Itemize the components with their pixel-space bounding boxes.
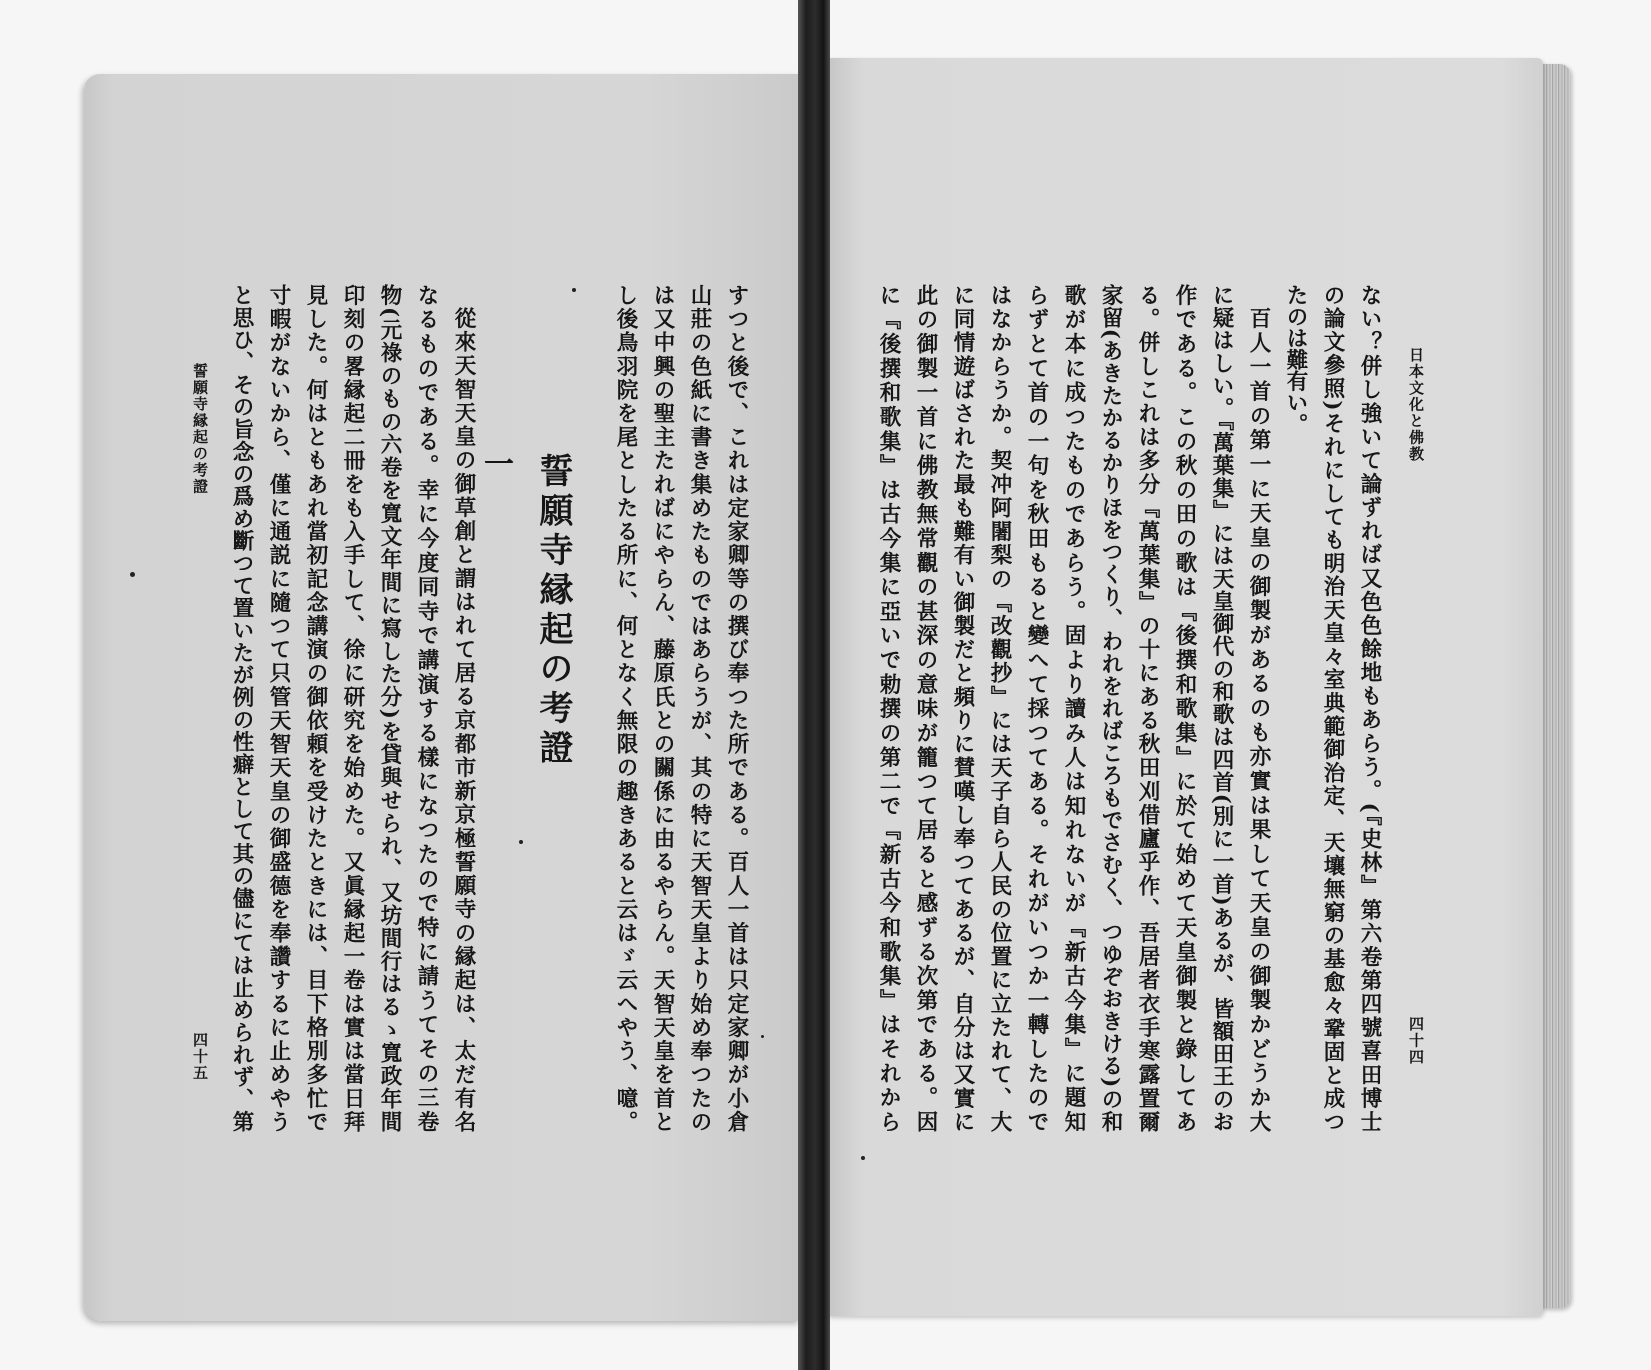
- text-line: 作である。この秋の田の歌は『後撰和歌集』に於て始めて天皇御製と錄してあ: [1172, 284, 1197, 1132]
- text-line: たのは難有い。: [1283, 284, 1308, 435]
- text-line: なるものである。幸に今度同寺で講演する樣になつたので特に請うてその三卷: [414, 284, 439, 1132]
- text-line: に同情遊ばされた最も難有い御製だと頻りに賛嘆し奉つてあるが、自分は又實に: [950, 284, 975, 1132]
- text-line: はなからうか。契冲阿闍梨の『改觀抄』には天子自ら人民の位置に立たれて、大: [987, 284, 1012, 1132]
- section-number: 一: [478, 448, 513, 478]
- text-line: 家留(あきたかるかりほをつくり、われをればころもでさむく、つゆぞおきける)の和: [1098, 284, 1123, 1132]
- text-line: すつと後で、これは定家卿等の撰び奉つた所である。百人一首は只定家卿が小倉: [724, 284, 749, 1132]
- text-line: 從來天智天皇の御草創と謂はれて居る京都市新京極誓願寺の縁起は、太だ有名: [451, 307, 476, 1132]
- scan-speck: [572, 288, 576, 292]
- page-edges: [1540, 64, 1570, 1308]
- left-running-head: 誓願寺縁起の考證: [191, 363, 209, 495]
- right-page-body: [870, 284, 1388, 1132]
- text-line: る。併しこれは多分『萬葉集』の十にある秋田刈借廬乎作、吾居者衣手寒露置爾: [1135, 284, 1160, 1132]
- text-line: らずとて首の一句を秋田もると變へて採つてある。それがいつか一轉したので: [1024, 284, 1049, 1132]
- scan-speck: [519, 840, 523, 844]
- section-title: 誓願寺縁起の考證: [533, 453, 573, 769]
- scan-speck: [861, 1156, 865, 1160]
- left-page-section-body: [223, 284, 482, 1132]
- text-line: 山莊の色紙に書き集めたものではあらうが、其の特に天智天皇より始め奉つたの: [687, 284, 712, 1132]
- text-line: ない？併し強いて論ずれば又色色餘地もあらう。(『史林』第六卷第四號喜田博士: [1357, 284, 1382, 1132]
- text-line: の論文參照)それにしても明治天皇々室典範御治定、天壤無窮の基愈々鞏固と成つ: [1320, 284, 1345, 1132]
- text-line: は又中興の聖主たればにやらん、藤原氏との關係に由るやらん。天智天皇を首と: [650, 284, 675, 1132]
- text-line: 寸暇がないから、僅に通説に隨つて只管天智天皇の御盛德を奉讚するに止めやう: [266, 284, 291, 1132]
- text-line: 百人一首の第一に天皇の御製があるのも亦實は果して天皇の御製かどうか大: [1246, 307, 1271, 1132]
- text-line: 見した。何はともあれ當初記念講演の御依頼を受けたときには、目下格別多忙で: [303, 284, 328, 1132]
- text-line: 印刻の畧縁起二冊をも入手して、徐に研究を始めた。又眞縁起一卷は實は當日拜: [340, 284, 365, 1132]
- text-line: に『後撰和歌集』は古今集に亞いで勅撰の第二で『新古今和歌集』はそれから: [876, 284, 901, 1132]
- text-line: 此の御製一首に佛教無常觀の甚深の意味が籠つて居ると感ずる次第である。因: [913, 284, 938, 1132]
- text-line: し後鳥羽院を尾としたる所に、何となく無限の趣きあると云はゞ云へやう、噫。: [613, 284, 638, 1132]
- text-line: と思ひ、その旨念の爲め斷つて置いたが例の性癖として其の儘にては止められず、第: [229, 284, 254, 1132]
- text-line: に疑はしい。『萬葉集』には天皇御代の和歌は四首(別に一首)あるが、皆額田王のお: [1209, 284, 1234, 1132]
- text-line: 物(元祿のもの六卷を寬文年間に寫した分)を貸與せられ、又坊間行はるゝ寬政年間: [377, 284, 402, 1132]
- scan-speck: [130, 572, 135, 577]
- text-line: 歌が本に成つたものであらう。固より讀み人は知れないが『新古今集』に題知: [1061, 284, 1086, 1132]
- left-page-number: 四十五: [191, 1032, 209, 1082]
- left-page-continued-text: [607, 284, 755, 1132]
- right-page-number: 四十四: [1407, 1016, 1425, 1066]
- scan-speck: [761, 1035, 764, 1038]
- right-running-head: 日本文化と佛教: [1407, 347, 1425, 463]
- book-spine: [798, 0, 830, 1370]
